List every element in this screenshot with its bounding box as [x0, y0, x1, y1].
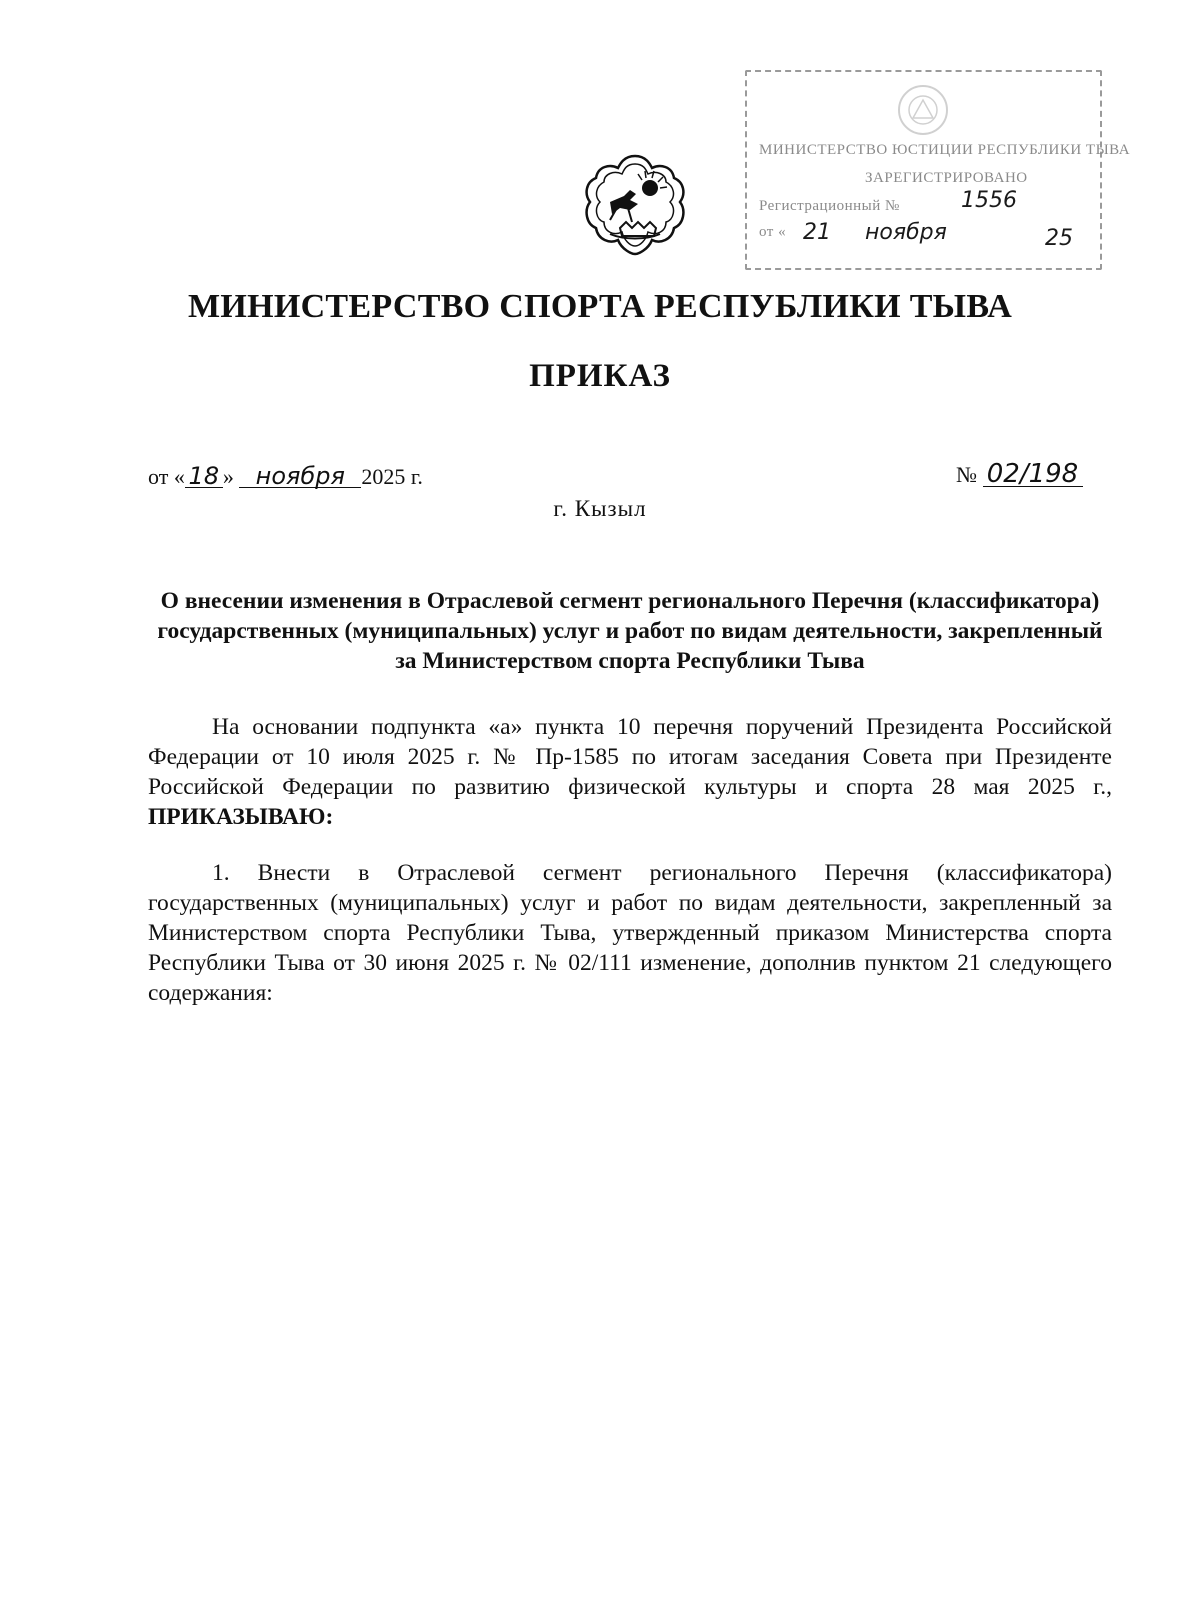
- order-title: ПРИКАЗ: [529, 358, 671, 394]
- ministry-title: МИНИСТЕРСТВО СПОРТА РЕСПУБЛИКИ ТЫВА: [187, 288, 1013, 325]
- stamp-year: 25: [1045, 226, 1073, 251]
- number-prefix: №: [956, 462, 977, 487]
- stamp-month: ноября: [865, 220, 947, 245]
- order-date: [148, 464, 423, 490]
- stamp-line-date-label: от «: [759, 224, 787, 240]
- order-number: [956, 459, 1083, 489]
- date-suffix: 2025 г.: [361, 464, 423, 489]
- stamp-line-registered: ЗАРЕГИСТРИРОВАНО: [865, 170, 1028, 186]
- stamp-seal-icon: [893, 80, 953, 140]
- coat-of-arms-emblem: [580, 150, 690, 260]
- preamble-text: На основании подпункта «а» пункта 10 перечня поручений Президента Российской Федерации от 10 июля 2025 г. № Пр-1585 по итогам заседания Совета при Президенте Российской Федерации по развитию физической культуры и спорта 28 мая 2025 г.,: [148, 714, 1112, 800]
- city: г. Кызыл: [553, 496, 647, 521]
- stamp-reg-number: 1556: [961, 188, 1017, 213]
- order-subject: О внесении изменения в Отраслевой сегмент регионального Перечня (классификатора) государственных (муниципальных) услуг и работ по видам деятельности, закрепленный за Министерством спорта Республики Тыва: [157, 588, 1103, 674]
- date-mid: »: [222, 464, 234, 489]
- stamp-line-reg-number-label: Регистрационный №: [759, 198, 900, 214]
- date-prefix: от «: [148, 464, 185, 489]
- date-day: 18: [185, 465, 223, 488]
- stamp-line-ministry: МИНИСТЕРСТВО ЮСТИЦИИ РЕСПУБЛИКИ ТЫВА: [759, 142, 1131, 158]
- stamp-day: 21: [803, 220, 831, 245]
- date-month: ноября: [239, 465, 361, 488]
- preamble-paragraph: [148, 712, 1112, 832]
- registration-stamp: [745, 70, 1131, 270]
- number-value: 02/198: [983, 462, 1083, 487]
- order-keyword: ПРИКАЗЫВАЮ:: [148, 804, 334, 830]
- item-1-paragraph: 1. Внести в Отраслевой сегмент регионального Перечня (классификатора) государственных (муниципальных) услуг и работ по видам деятельности, закрепленный за Министерством спорта Республики Тыва, утвержденный приказом Министерства спорта Республики Тыва от 30 июня 2025 г. № 02/111 изменение, дополнив пунктом 21 следующего содержания:: [148, 860, 1112, 1006]
